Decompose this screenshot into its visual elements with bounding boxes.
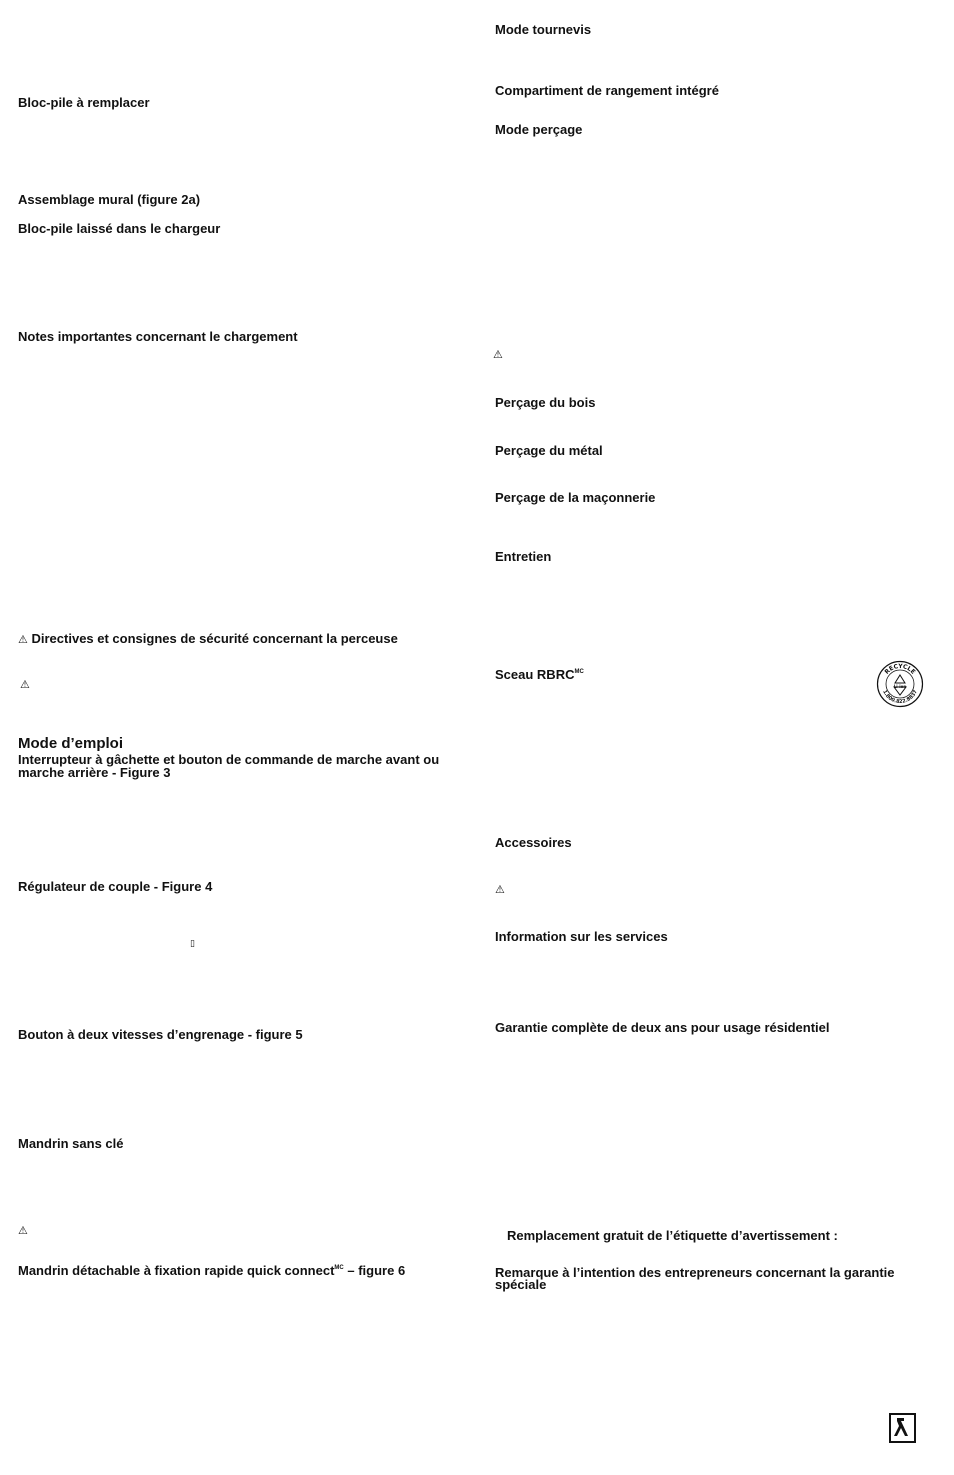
sceau-rbrc-label: Sceau RBRC bbox=[495, 667, 575, 682]
heading-mode-percage: Mode perçage bbox=[495, 122, 583, 137]
heading-information-services: Information sur les services bbox=[495, 929, 668, 944]
heading-bloc-pile-remplacer: Bloc-pile à remplacer bbox=[18, 95, 150, 110]
trademark-sup: MC bbox=[334, 1265, 344, 1271]
heading-entretien: Entretien bbox=[495, 549, 552, 564]
rbrc-recycle-seal-icon bbox=[876, 660, 924, 708]
warning-icon: ⚠ bbox=[493, 349, 503, 361]
heading-compartiment: Compartiment de rangement intégré bbox=[495, 83, 719, 98]
heading-assemblage-mural: Assemblage mural (figure 2a) bbox=[18, 192, 201, 207]
heading-directives-securite bbox=[18, 632, 398, 647]
warning-icon: ⚠ bbox=[495, 884, 505, 896]
directives-label: Directives et consignes de sécurité concernant la perceuse bbox=[31, 631, 398, 646]
warning-icon: ⚠ bbox=[18, 1225, 28, 1237]
heading-sceau-rbrc bbox=[495, 666, 584, 681]
seal-phone-text: 1.800.822.8837 bbox=[881, 689, 919, 706]
heading-percage-bois: Perçage du bois bbox=[495, 395, 596, 410]
yellow-pages-walking-fingers-icon bbox=[889, 1413, 916, 1443]
warning-icon: ⚠ bbox=[20, 679, 30, 691]
heading-regulateur-couple: Régulateur de couple - Figure 4 bbox=[18, 879, 213, 894]
heading-mandrin-sans-cle: Mandrin sans clé bbox=[18, 1136, 124, 1151]
mandrin-detachable-suffix: – figure 6 bbox=[347, 1263, 406, 1278]
heading-accessoires: Accessoires bbox=[495, 835, 572, 850]
heading-remarque-entrepreneurs: Remarque à l’intention des entrepreneurs concernant la garantie spéciale bbox=[495, 1265, 895, 1292]
heading-percage-metal: Perçage du métal bbox=[495, 443, 603, 458]
seal-top-text: RECYCLE bbox=[883, 662, 917, 676]
mandrin-detachable-label: Mandrin détachable à fixation rapide quick connect bbox=[18, 1263, 335, 1278]
heading-mandrin-detachable bbox=[18, 1262, 405, 1277]
heading-remplacement-etiquette: Remplacement gratuit de l’étiquette d’avertissement : bbox=[507, 1228, 838, 1243]
heading-bouton-vitesses: Bouton à deux vitesses d’engrenage - figure 5 bbox=[18, 1027, 303, 1042]
heading-interrupteur: Interrupteur à gâchette et bouton de commande de marche avant ou marche arrière - Figure 3 bbox=[18, 752, 440, 780]
warning-icon: ⚠ bbox=[18, 634, 28, 646]
heading-mode-tournevis: Mode tournevis bbox=[495, 22, 592, 37]
heading-bloc-pile-chargeur: Bloc-pile laissé dans le chargeur bbox=[18, 221, 221, 236]
heading-notes-chargement: Notes importantes concernant le chargement bbox=[18, 329, 298, 344]
section-title-mode-emploi: Mode d’emploi bbox=[18, 735, 123, 752]
seal-center-text: Li-ion bbox=[893, 684, 907, 689]
glyph-icon: ▯ bbox=[190, 938, 195, 948]
heading-garantie: Garantie complète de deux ans pour usage résidentiel bbox=[495, 1020, 830, 1035]
heading-percage-maconnerie: Perçage de la maçonnerie bbox=[495, 490, 656, 505]
trademark-sup: MC bbox=[574, 669, 584, 675]
